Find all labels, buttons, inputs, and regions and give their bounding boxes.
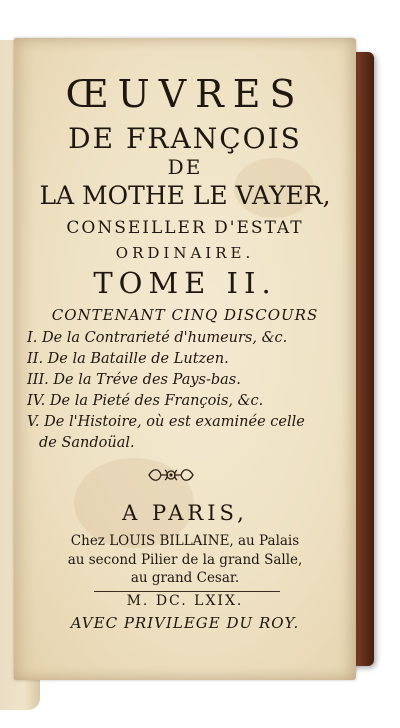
printers-ornament-icon bbox=[145, 466, 197, 484]
title-page bbox=[14, 38, 356, 680]
volume-number: TOME II. bbox=[93, 266, 277, 300]
author-particle: DE bbox=[167, 155, 203, 179]
imprint-line: au second Pilier de la grand Salle, bbox=[67, 552, 303, 568]
royal-privilege: AVEC PRIVILEGE DU ROY. bbox=[70, 614, 300, 632]
list-item: IV. De la Pieté des François, &c. bbox=[27, 393, 264, 409]
place-of-publication: A PARIS, bbox=[122, 501, 248, 525]
book-title: ŒUVRES bbox=[65, 72, 305, 116]
discourse-list bbox=[27, 328, 347, 454]
author-first-name: DE FRANÇOIS bbox=[68, 122, 302, 155]
list-item: I. De la Contrarieté d'humeurs, &c. bbox=[27, 330, 288, 346]
list-item: III. De la Tréve des Pays-bas. bbox=[27, 372, 241, 388]
author-office-2: ORDINAIRE. bbox=[115, 244, 255, 262]
list-item: II. De la Bataille de Lutzen. bbox=[27, 351, 229, 367]
author-office: CONSEILLER D'ESTAT bbox=[66, 218, 304, 238]
list-item: de Sandoüal. bbox=[39, 435, 135, 451]
list-item: V. De l'Histoire, où est examinée celle bbox=[27, 414, 305, 430]
imprint-line: au grand Cesar. bbox=[130, 570, 240, 586]
contents-heading: CONTENANT CINQ DISCOURS bbox=[51, 306, 319, 324]
publication-year: M. DC. LXIX. bbox=[126, 593, 244, 609]
imprint-line: Chez LOUIS BILLAINE, au Palais bbox=[70, 533, 300, 549]
author-surname: LA MOTHE LE VAYER, bbox=[39, 181, 331, 210]
divider bbox=[94, 591, 280, 592]
